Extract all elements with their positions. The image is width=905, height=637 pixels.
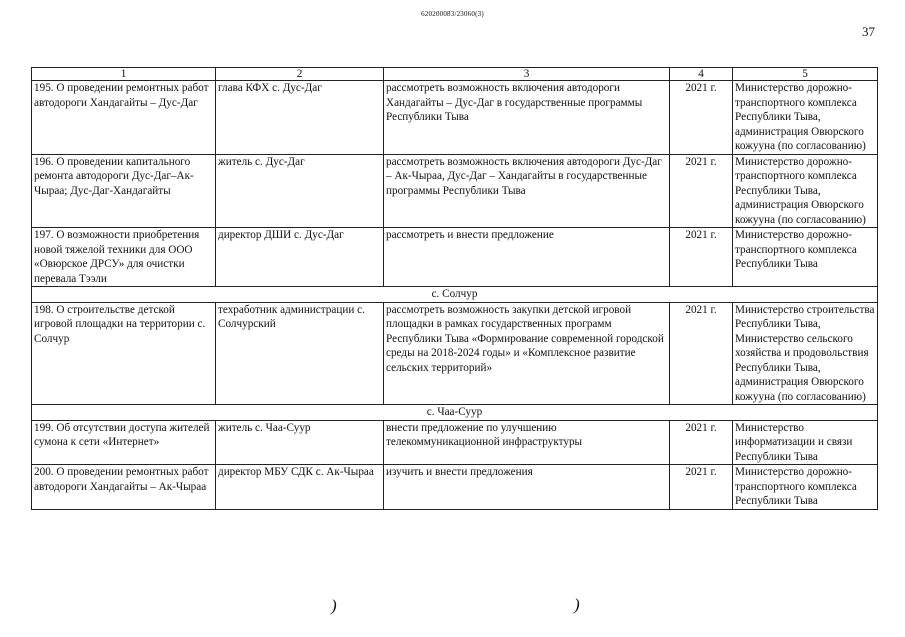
- action-cell: рассмотреть и внести предложение: [384, 228, 670, 287]
- table-row: [32, 81, 878, 155]
- section-heading: с. Чаа-Суур: [32, 405, 878, 421]
- issue-cell: 198. О строительстве детской игровой площадки на территории с. Солчур: [32, 302, 216, 405]
- issue-cell: 195. О проведении ремонтных работ автодороги Хандагайты – Дус-Даг: [32, 81, 216, 155]
- deadline-cell: 2021 г.: [670, 465, 733, 510]
- measures-table: [31, 67, 878, 510]
- issue-cell: 197. О возможности приобретения новой тяжелой техники для ООО «Овюрское ДРСУ» для очистки перевала Тээли: [32, 228, 216, 287]
- initiator-cell: житель с. Дус-Даг: [216, 154, 384, 228]
- column-header-4: 4: [670, 68, 733, 81]
- deadline-cell: 2021 г.: [670, 228, 733, 287]
- deadline-cell: 2021 г.: [670, 302, 733, 405]
- responsible-cell: Министерство информатизации и связи Республики Тыва: [733, 420, 878, 465]
- column-header-1: 1: [32, 68, 216, 81]
- action-cell: изучить и внести предложения: [384, 465, 670, 510]
- action-cell: рассмотреть возможность включения автодороги Хандагайты – Дус-Даг в государственные программы Республики Тыва: [384, 81, 670, 155]
- issue-cell: 196. О проведении капитального ремонта автодороги Дус-Даг–Ак-Чыраа; Дус-Даг-Хандагайты: [32, 154, 216, 228]
- initiator-cell: житель с. Чаа-Суур: [216, 420, 384, 465]
- table-row: [32, 154, 878, 228]
- table-row: [32, 420, 878, 465]
- responsible-cell: Министерство дорожно-транспортного комплекса Республики Тыва: [733, 465, 878, 510]
- column-header-5: 5: [733, 68, 878, 81]
- deadline-cell: 2021 г.: [670, 154, 733, 228]
- handwritten-mark: ): [574, 595, 580, 614]
- table-row: [32, 302, 878, 405]
- action-cell: рассмотреть возможность включения автодороги Дус-Даг – Ак-Чыраа, Дус-Даг – Хандагайты в государственные программы Республики Тыва: [384, 154, 670, 228]
- header-row: [32, 68, 878, 81]
- column-header-2: 2: [216, 68, 384, 81]
- issue-cell: 200. О проведении ремонтных работ автодороги Хандагайты – Ак-Чыраа: [32, 465, 216, 510]
- table-row: [32, 228, 878, 287]
- document-number: 620200083/23060(3): [421, 10, 484, 18]
- handwritten-mark: ): [331, 596, 337, 615]
- initiator-cell: директор ДШИ с. Дус-Даг: [216, 228, 384, 287]
- responsible-cell: Министерство дорожно-транспортного комплекса Республики Тыва, администрация Овюрского кожууна (по согласованию): [733, 154, 878, 228]
- table-row: [32, 465, 878, 510]
- section-row: [32, 405, 878, 421]
- responsible-cell: Министерство дорожно-транспортного комплекса Республики Тыва, администрация Овюрского кожууна (по согласованию): [733, 81, 878, 155]
- page-number: 37: [862, 24, 875, 39]
- action-cell: рассмотреть возможность закупки детской игровой площадки в рамках государственных программ Республики Тыва «Формирование современной городской среды на 2018-2024 годы» и «Комплексное развитие сельских территорий»: [384, 302, 670, 405]
- deadline-cell: 2021 г.: [670, 81, 733, 155]
- initiator-cell: глава КФХ с. Дус-Даг: [216, 81, 384, 155]
- action-cell: внести предложение по улучшению телекоммуникационной инфраструктуры: [384, 420, 670, 465]
- responsible-cell: Министерство строительства Республики Тыва, Министерство сельского хозяйства и продовольствия Республики Тыва, администрация Овюрского кожууна (по согласованию): [733, 302, 878, 405]
- column-header-3: 3: [384, 68, 670, 81]
- deadline-cell: 2021 г.: [670, 420, 733, 465]
- section-heading: с. Солчур: [32, 287, 878, 303]
- section-row: [32, 287, 878, 303]
- initiator-cell: директор МБУ СДК с. Ак-Чыраа: [216, 465, 384, 510]
- issue-cell: 199. Об отсутствии доступа жителей сумона к сети «Интернет»: [32, 420, 216, 465]
- responsible-cell: Министерство дорожно-транспортного комплекса Республики Тыва: [733, 228, 878, 287]
- initiator-cell: техработник администрации с. Солчурский: [216, 302, 384, 405]
